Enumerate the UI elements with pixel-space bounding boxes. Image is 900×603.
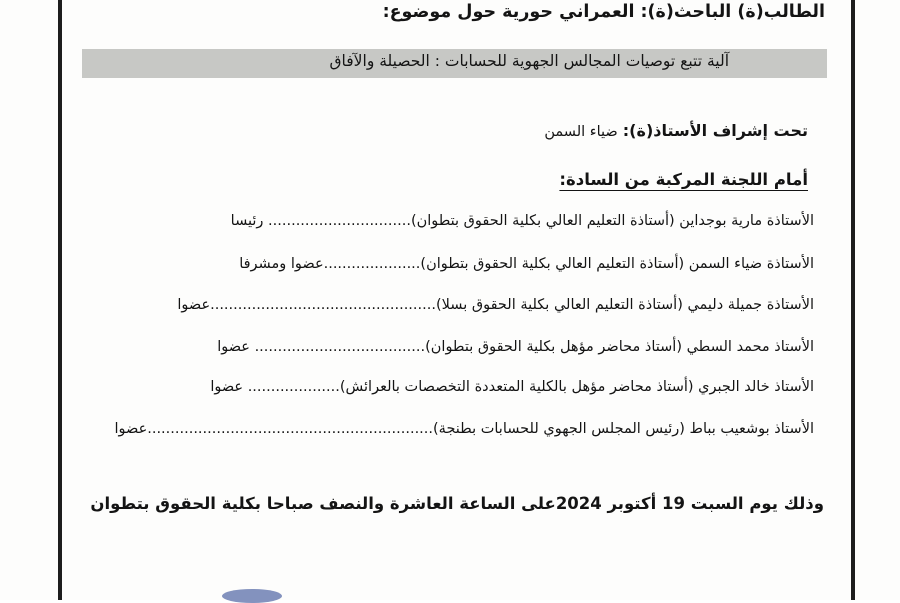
member-dots: ............................... — [268, 213, 411, 229]
member-role: عضوا — [217, 339, 250, 355]
thesis-title: آلية تتبع توصيات المجالس الجهوية للحسابات : الحصيلة والآفاق — [329, 52, 729, 70]
member-dots: .............................................................. — [147, 421, 434, 437]
member-dots: ..................................... — [254, 339, 426, 355]
member-dots: .................... — [247, 379, 340, 395]
defense-date-line: وذلك يوم السبت 19 أكتوبر 2024على الساعة العاشرة والنصف صباحا بكلية الحقوق بتطوان — [90, 494, 824, 513]
member-name: الأستاذة ضياء السمن (أستاذة التعليم العالي بكلية الحقوق بتطوان) — [420, 256, 814, 272]
supervisor-label: تحت إشراف الأستاذ(ة): — [622, 121, 808, 140]
committee-member — [217, 339, 814, 355]
committee-member — [231, 213, 814, 229]
student-line: الطالب(ة) الباحث(ة): العمراني حورية حول موضوع: — [382, 2, 825, 22]
member-role: عضوا — [210, 379, 244, 395]
page-border-left — [58, 0, 62, 600]
member-name: الأستاذة مارية بوجداين (أستاذة التعليم العالي بكلية الحقوق بتطوان) — [410, 213, 814, 229]
committee-heading: أمام اللجنة المركبة من السادة: — [559, 170, 808, 189]
member-role: عضوا — [177, 297, 211, 313]
ink-stamp-mark — [222, 589, 282, 603]
member-name: الأستاذ خالد الجبري (أستاذ محاضر مؤهل بالكلية المتعددة التخصصات بالعرائش) — [339, 379, 814, 395]
member-dots: ................................................. — [210, 297, 436, 313]
committee-member — [114, 421, 814, 437]
member-dots: ..................... — [323, 256, 421, 272]
member-role: عضوا — [114, 421, 148, 437]
committee-member — [210, 379, 814, 395]
page-border-right — [851, 0, 855, 600]
member-name: الأستاذ بوشعيب بباط (رئيس المجلس الجهوي للحسابات بطنجة) — [433, 421, 814, 437]
committee-member — [239, 256, 814, 272]
supervisor-line — [544, 121, 808, 140]
thesis-title-band — [82, 49, 827, 78]
member-name: الأستاذ محمد السطي (أستاذ محاضر مؤهل بكلية الحقوق بتطوان) — [425, 339, 814, 355]
member-role: عضوا ومشرفا — [239, 256, 324, 272]
committee-member — [177, 297, 814, 313]
member-name: الأستاذة جميلة دليمي (أستاذة التعليم العالي بكلية الحقوق بسلا) — [435, 297, 814, 313]
member-role: رئيسا — [230, 213, 264, 229]
supervisor-name: ضياء السمن — [544, 124, 618, 140]
